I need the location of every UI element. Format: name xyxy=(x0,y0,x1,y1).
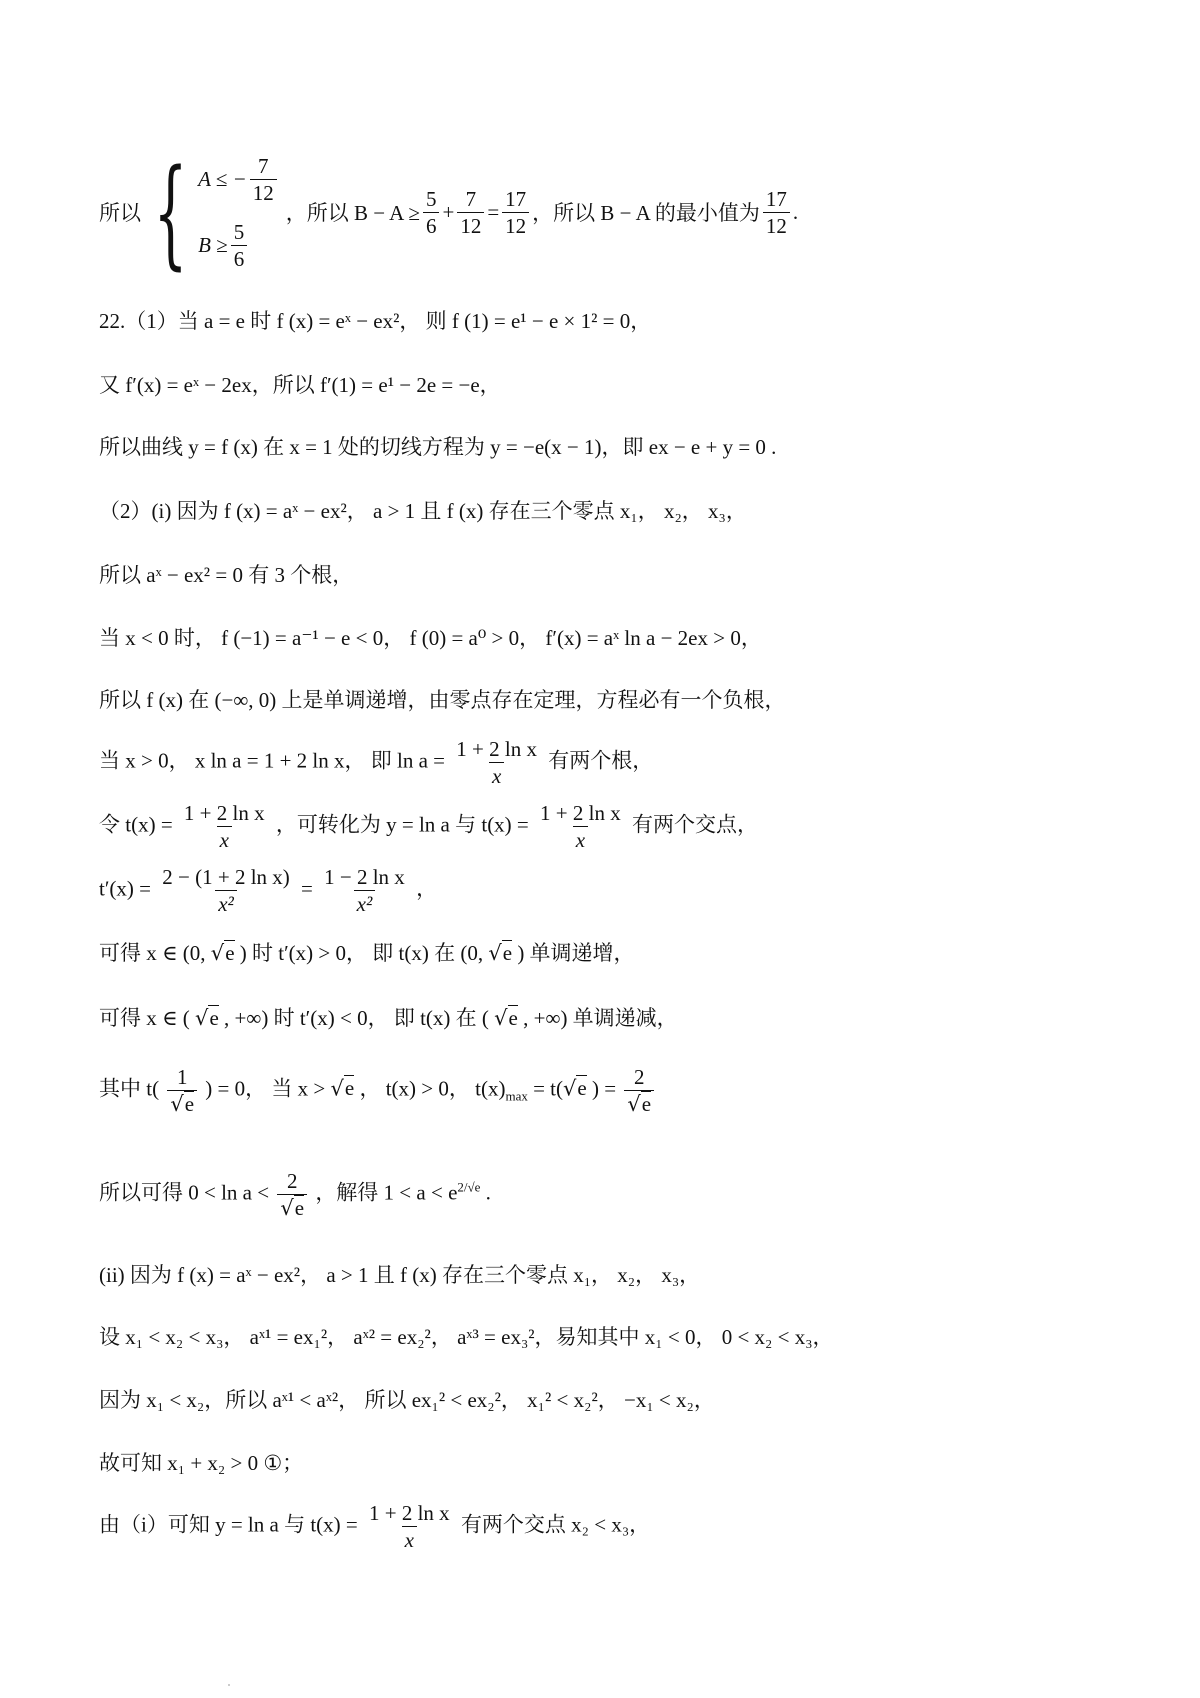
text-line-17: 因为 x₁ < x₂，所以 aˣ¹ < aˣ²， 所以 ex₁² < ex₂²， x₁² < x₂²， −x₁ < x₂， xyxy=(99,1388,715,1412)
fraction: $\frac{2}{√e}$ xyxy=(277,1168,307,1221)
text-prefix: 所以 xyxy=(99,201,141,225)
text-line-7: 所以 f (x) 在 (−∞, 0) 上是单调递增，由零点存在定理，方程必有一个负根， xyxy=(99,688,786,712)
fraction: $\frac{17}{12}$ xyxy=(502,186,529,239)
text-line-12: 可得 x ∈ ( √e , +∞) 时 t′(x) < 0， 即 t(x) 在 ( √e , +∞) 单调递减， xyxy=(99,1006,678,1030)
fraction: $\frac{\text{1 + 2 ln x}}{x}$ xyxy=(540,801,621,852)
fraction: $\frac{\text{1 + 2 ln x}}{x}$ xyxy=(183,801,265,852)
fraction: $\frac{\text{1 + 2 ln x}}{x}$ xyxy=(369,1501,450,1552)
fraction: $\frac{7}{12}$ xyxy=(457,186,484,239)
text-line-1: 22.（1）当 a = e 时 f (x) = eˣ − ex²， 则 f (1) = e¹ − e × 1² = 0， xyxy=(99,309,652,333)
text-line-15: (ii) 因为 f (x) = aˣ − ex²， a > 1 且 f (x) 存在三个零点 x₁， x₂， x₃， xyxy=(99,1263,701,1287)
text-line-16: 设 x₁ < x₂ < x₃， aˣ¹ = ex₁²， aˣ² = ex₂²， aˣ³ = ex₃²，易知其中 x₁ < 0， 0 < x₂ < x₃， xyxy=(99,1325,834,1349)
text-line-10: t′(x) = $\frac{\text{2 − (1 + 2 ln x)}}{\text{x²}}$ = $\frac{\text{1 − 2 ln x}}{\text{x²}}$ ， xyxy=(99,865,438,916)
fraction: $\frac{2}{√e}$ xyxy=(624,1064,654,1117)
inequality-system-line: 所以 { A ≤ − $\frac{7}{12}$ B ≥ $\frac{5}{6}$ ，所以 B − A ≥ $\frac{5}{6}$ + $\frac{7}{12}$ = $\frac{17}{12}$ ，所以 B − A 的最小值为 $\frac{17}{12}$ . xyxy=(99,143,799,281)
page-mark xyxy=(228,1684,230,1686)
fraction: $\frac{\text{1 + 2 ln x}}{x}$ xyxy=(456,737,537,788)
text-line-9: 令 t(x) = $\frac{\text{1 + 2 ln x}}{x}$ ，可转化为 y = ln a 与 t(x) = $\frac{\text{1 + 2 ln x}}{x}$ 有两个交点， xyxy=(99,801,758,852)
text-line-4: （2）(i) 因为 f (x) = aˣ − ex²， a > 1 且 f (x) 存在三个零点 x₁， x₂， x₃， xyxy=(99,499,747,523)
fraction: $\frac{17}{12}$ xyxy=(763,186,790,239)
text-line-6: 当 x < 0 时， f (−1) = a⁻¹ − e < 0， f (0) = a⁰ > 0， f′(x) = aˣ ln a − 2ex > 0， xyxy=(99,626,762,650)
fraction: $\frac{1}{√e}$ xyxy=(167,1064,197,1117)
text-line-5: 所以 aˣ − ex² = 0 有 3 个根， xyxy=(99,563,354,587)
text-line-8: 当 x > 0， x ln a = 1 + 2 ln x， 即 ln a = $\frac{\text{1 + 2 ln x}}{x}$ 有两个根， xyxy=(99,737,654,788)
text-line-14: 所以可得 0 < ln a < $\frac{2}{√e}$ ，解得 $1 < a < e^{2/√e}$ . xyxy=(99,1169,491,1220)
text-line-11: 可得 x ∈ (0, √e ) 时 t′(x) > 0， 即 t(x) 在 (0, √e ) 单调递增， xyxy=(99,941,635,965)
system-row-a: A ≤ − $\frac{7}{12}$ xyxy=(198,149,280,209)
text-line-13: 其中 t( $\frac{1}{√e}$ ) = 0， 当 x > √e ， t(x) > 0， $t(x)_{max} = t(√e$ ) = $\frac{2}{√e}$ xyxy=(99,1064,657,1117)
text-line-2: 又 f′(x) = eˣ − 2ex，所以 f′(1) = e¹ − 2e = −e， xyxy=(99,373,501,397)
fraction: $\frac{\text{2 − (1 + 2 ln x)}}{\text{x²}}$ xyxy=(162,865,290,916)
fraction: $\frac{5}{6}$ xyxy=(423,186,440,239)
system-rows xyxy=(198,149,280,275)
system-row-b: B ≥ $\frac{5}{6}$ xyxy=(198,215,280,275)
fraction: $\frac{\text{1 − 2 ln x}}{\text{x²}}$ xyxy=(324,865,405,916)
fraction: $\frac{7}{12}$ xyxy=(250,153,277,206)
left-brace: { xyxy=(153,143,188,281)
text-line-3: 所以曲线 y = f (x) 在 x = 1 处的切线方程为 y = −e(x − 1)，即 ex − e + y = 0 . xyxy=(99,435,777,459)
text-line-19: 由（i）可知 y = ln a 与 t(x) = $\frac{\text{1 + 2 ln x}}{x}$ 有两个交点 x₂ < x₃， xyxy=(99,1501,651,1552)
text-line-18: 故可知 x₁ + x₂ > 0 ①； xyxy=(99,1451,304,1475)
fraction: $\frac{5}{6}$ xyxy=(231,219,248,272)
